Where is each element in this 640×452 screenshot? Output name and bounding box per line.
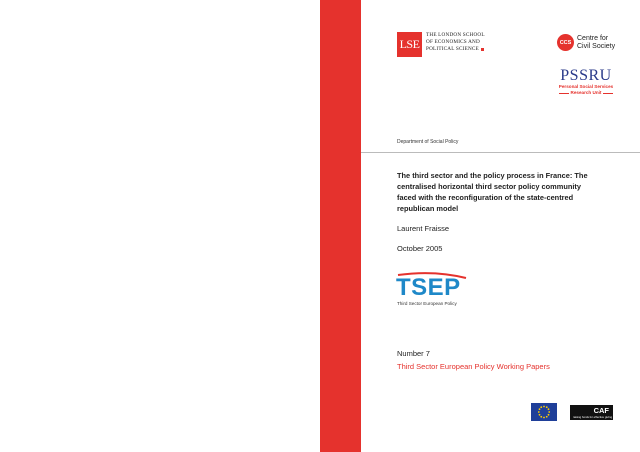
lse-red-square-icon xyxy=(481,48,484,51)
ccs-logo-line-1: Centre for xyxy=(577,34,609,42)
author-name: Laurent Fraisse xyxy=(397,224,450,233)
ccs-logo-text xyxy=(577,35,615,51)
paper-number: Number 7 xyxy=(397,349,430,358)
eu-stars-icon xyxy=(531,403,557,421)
publication-date: October 2005 xyxy=(397,244,443,253)
lse-logo-line-1: THE LONDON SCHOOL xyxy=(426,32,485,38)
lse-logo-line-3 xyxy=(426,46,485,53)
ccs-logo xyxy=(557,34,615,51)
ccs-logo-line-2: Civil Society xyxy=(577,42,616,50)
pssru-logo-mark: PSSRU xyxy=(560,67,612,84)
pssru-logo-line-1: Personal Social Services xyxy=(558,84,614,89)
paper-title: The third sector and the policy process in France: The centralised horizontal third sector policy community faced with the reconfiguration of the state-centred republican model xyxy=(397,171,588,213)
pssru-logo-line-2 xyxy=(557,90,615,96)
lse-logo-line-3-text: POLITICAL SCIENCE xyxy=(426,46,479,53)
lse-logo xyxy=(397,32,485,57)
tsep-logo-subtitle: Third Sector European Policy xyxy=(397,301,457,306)
ccs-logo-mark: CCS xyxy=(557,34,574,51)
lse-logo-mark: LSE xyxy=(397,32,422,57)
caf-logo xyxy=(570,405,613,420)
tsep-logo-mark: TSEP xyxy=(396,274,461,301)
eu-flag-icon xyxy=(531,403,557,421)
pssru-logo-line-2-text: Research Unit xyxy=(570,90,602,95)
lse-logo-text xyxy=(426,32,485,54)
caf-logo-tagline: raising funds for effective giving xyxy=(573,415,613,419)
lse-logo-line-2: OF ECONOMICS AND xyxy=(426,39,480,46)
red-vertical-band xyxy=(320,0,361,452)
department-label: Department of Social Policy xyxy=(397,139,459,145)
header-divider xyxy=(361,152,640,153)
pssru-logo xyxy=(557,68,615,96)
series-title: Third Sector European Policy Working Papers xyxy=(397,362,550,371)
tsep-logo xyxy=(394,272,474,316)
caf-logo-mark: CAF xyxy=(593,406,609,415)
